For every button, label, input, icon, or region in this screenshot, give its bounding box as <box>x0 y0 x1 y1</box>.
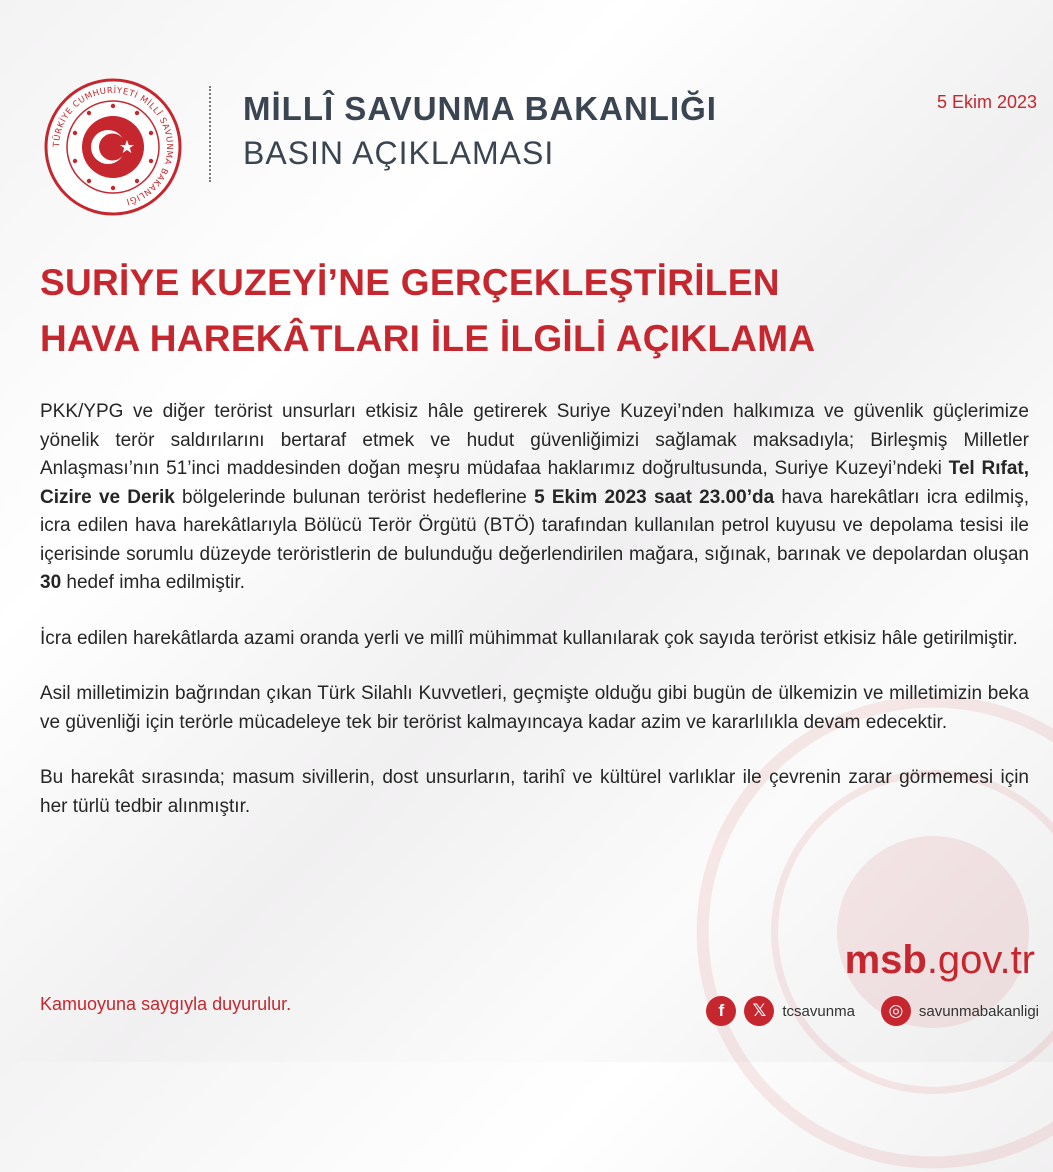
title-line-2: HAVA HAREKÂTLARI İLE İLGİLİ AÇIKLAMA <box>40 318 816 359</box>
paragraph-1-text-c: hava harekâtları icra edilmiş, icra edilen hava harekâtlarıyla Bölücü Terör Örgütü (BTÖ) tarafından kullanılan petrol kuyusu ve depolama tesisi ile içerisinde sorumlu düzeyde teröristlerin de bulunduğu değerlendirilen mağara, sığınak, barınak ve depolardan oluşan <box>40 486 1029 565</box>
header-divider <box>209 86 211 182</box>
ministry-seal-logo <box>44 78 182 216</box>
paragraph-1-text-d: hedef imha edilmiştir. <box>61 572 245 593</box>
title-line-1: SURİYE KUZEYİ’NE GERÇEKLEŞTİRİLEN <box>40 262 780 303</box>
social-links <box>706 996 1039 1026</box>
facebook-icon[interactable]: f <box>706 996 736 1026</box>
ministry-name: MİLLÎ SAVUNMA BAKANLIĞI <box>243 90 717 127</box>
seal-text: TÜRKİYE CUMHURİYETİ MİLLÎ SAVUNMA BAKANLIĞI <box>51 85 175 207</box>
release-title <box>40 255 1020 367</box>
paragraph-1-text-b: bölgelerinde bulunan terörist hedeflerine <box>174 486 535 508</box>
release-body <box>40 398 1029 848</box>
release-date: 5 Ekim 2023 <box>936 92 1037 112</box>
paragraph-1-text-a: PKK/YPG ve diğer terörist unsurları etkisiz hâle getirerek Suriye Kuzeyi’nden halkımıza ve güvenlik güçlerimize yönelik terör saldırılarını bertaraf etmek ve hudut güvenliğimizi sağlamak maksadıyla; Birleşmiş Milletler Anlaşması’nın 51’inci maddesinden doğan meşru müdafaa haklarımız doğrultusunda, Suriye Kuzeyi’ndeki <box>40 401 1029 479</box>
target-count: 30 <box>40 572 62 593</box>
paragraph-4: Bu harekât sırasında; masum sivillerin, dost unsurların, tarihî ve kültürel varlıklar ile çevrenin zarar görmemesi için her türlü tedbir alınmıştır. <box>40 767 1029 817</box>
paragraph-3: Asil milletimizin bağrından çıkan Türk Silahlı Kuvvetleri, geçmişte olduğu gibi bugün de ülkemizin ve milletimizin beka ve güvenliği için terörle mücadeleye tek bir terörist kalmayıncaya kadar azim ve kararlılıkla devam edecektir. <box>40 683 1029 733</box>
website-domain: .gov.tr <box>926 938 1035 982</box>
closing-statement: Kamuoyuna saygıyla duyurulur. <box>40 994 292 1014</box>
website-name: msb <box>844 938 927 982</box>
operation-datetime: 5 Ekim 2023 saat 23.00’da <box>534 486 775 508</box>
twitter-handle[interactable]: tcsavunma <box>782 1002 855 1020</box>
website-link[interactable] <box>845 938 1035 983</box>
x-twitter-icon[interactable]: 𝕏 <box>744 996 774 1026</box>
document-type: BASIN AÇIKLAMASI <box>243 135 555 171</box>
target-locations: Tel Rıfat, Cizire ve Derik <box>40 458 1029 508</box>
instagram-icon[interactable]: ◎ <box>881 996 911 1026</box>
instagram-handle[interactable]: savunmabakanligi <box>918 1002 1039 1020</box>
paragraph-2: İcra edilen harekâtlarda azami oranda yerli ve millî mühimmat kullanılarak çok sayıda terörist etkisiz hâle getirilmiştir. <box>40 627 1018 649</box>
paragraph-1 <box>40 398 1029 598</box>
